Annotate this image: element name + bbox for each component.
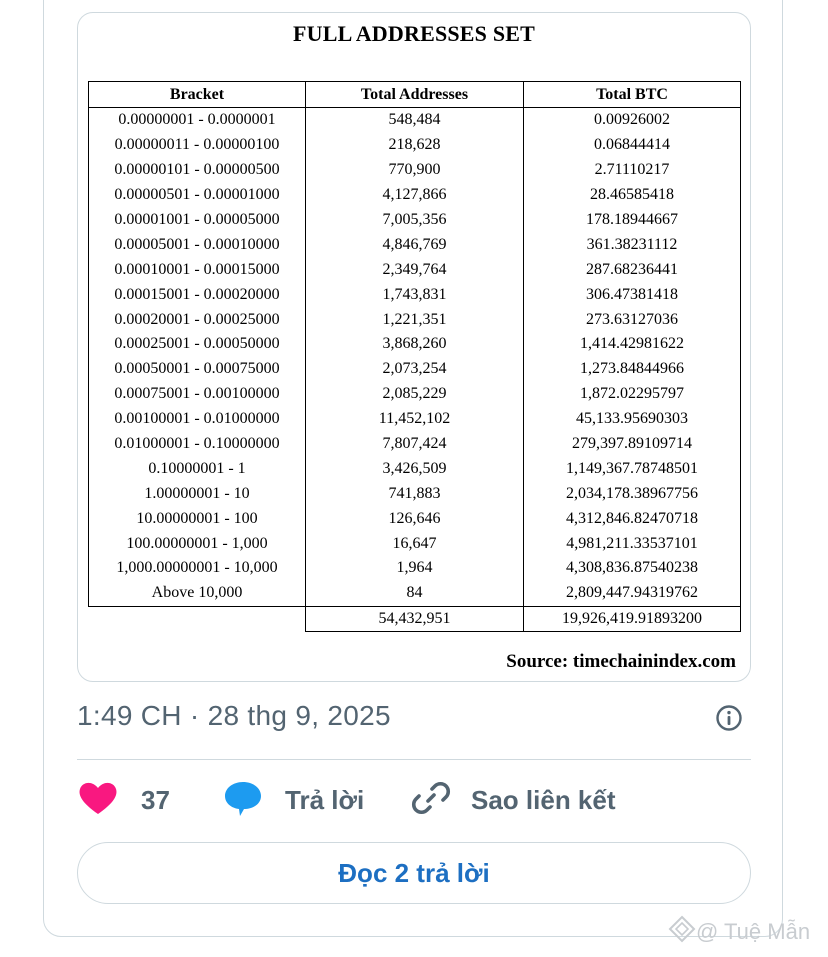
read-replies-button[interactable]: Đọc 2 trả lời	[77, 842, 751, 904]
addresses-cell: 4,846,769	[306, 232, 524, 257]
btc-cell: 273.63127036	[524, 307, 741, 332]
table-row	[89, 208, 741, 233]
bracket-cell: Above 10,000	[89, 581, 306, 606]
diamond-logo-icon	[668, 915, 696, 949]
btc-cell: 1,872.02295797	[524, 382, 741, 407]
addresses-cell: 2,073,254	[306, 357, 524, 382]
bracket-cell: 0.00000001 - 0.0000001	[89, 108, 306, 133]
total-addresses-cell: 54,432,951	[306, 606, 524, 631]
table-row	[89, 407, 741, 432]
copy-link-label: Sao liên kết	[471, 784, 616, 815]
table-total-row	[89, 606, 741, 631]
btc-cell: 287.68236441	[524, 257, 741, 282]
addresses-cell: 3,868,260	[306, 332, 524, 357]
bracket-cell: 0.00001001 - 0.00005000	[89, 208, 306, 233]
bracket-cell: 10.00000001 - 100	[89, 506, 306, 531]
reply-label: Trả lời	[285, 784, 365, 815]
addresses-cell: 2,349,764	[306, 257, 524, 282]
watermark-text: @ Tuệ Mẫn	[696, 919, 811, 944]
table-row	[89, 158, 741, 183]
bracket-cell: 0.10000001 - 1	[89, 456, 306, 481]
addresses-cell: 4,127,866	[306, 183, 524, 208]
total-btc-cell: 19,926,419.91893200	[524, 606, 741, 631]
table-row	[89, 133, 741, 158]
bracket-cell: 1.00000001 - 10	[89, 481, 306, 506]
table-row	[89, 307, 741, 332]
header-total-btc: Total BTC	[524, 82, 741, 108]
bracket-cell: 0.00005001 - 0.00010000	[89, 232, 306, 257]
addresses-cell: 2,085,229	[306, 382, 524, 407]
addresses-cell: 126,646	[306, 506, 524, 531]
table-row	[89, 357, 741, 382]
table-row	[89, 581, 741, 606]
addresses-cell: 16,647	[306, 531, 524, 556]
reply-button[interactable]	[223, 775, 364, 825]
addresses-cell: 741,883	[306, 481, 524, 506]
addresses-cell: 11,452,102	[306, 407, 524, 432]
table-row	[89, 481, 741, 506]
table-title: FULL ADDRESSES SET	[292, 21, 536, 46]
divider	[77, 759, 751, 760]
post-timestamp[interactable]: 1:49 CH · 28 thg 9, 2025	[77, 700, 391, 731]
blank	[89, 606, 306, 631]
post-image-table[interactable]	[77, 12, 751, 682]
action-bar	[77, 775, 751, 825]
table-row	[89, 456, 741, 481]
btc-cell: 28.46585418	[524, 183, 741, 208]
btc-cell: 306.47381418	[524, 282, 741, 307]
btc-cell: 361.38231112	[524, 232, 741, 257]
bracket-cell: 0.00100001 - 0.01000000	[89, 407, 306, 432]
bracket-cell: 1,000.00000001 - 10,000	[89, 556, 306, 581]
btc-cell: 1,273.84844966	[524, 357, 741, 382]
bracket-cell: 0.00010001 - 0.00015000	[89, 257, 306, 282]
addresses-cell: 770,900	[306, 158, 524, 183]
addresses-cell: 1,221,351	[306, 307, 524, 332]
btc-cell: 4,308,836.87540238	[524, 556, 741, 581]
btc-cell: 1,414.42981622	[524, 332, 741, 357]
addresses-cell: 218,628	[306, 133, 524, 158]
btc-cell: 1,149,367.78748501	[524, 456, 741, 481]
heart-icon	[77, 780, 119, 821]
table-row	[89, 108, 741, 133]
btc-cell: 2.71110217	[524, 158, 741, 183]
copy-link-button[interactable]	[411, 775, 616, 825]
addresses-cell: 7,005,356	[306, 208, 524, 233]
addresses-cell: 3,426,509	[306, 456, 524, 481]
like-button[interactable]	[77, 775, 170, 825]
bracket-cell: 0.00015001 - 0.00020000	[89, 282, 306, 307]
bracket-cell: 0.00020001 - 0.00025000	[89, 307, 306, 332]
bracket-cell: 100.00000001 - 1,000	[89, 531, 306, 556]
header-bracket: Bracket	[89, 82, 306, 108]
btc-cell: 2,809,447.94319762	[524, 581, 741, 606]
bracket-cell: 0.00000501 - 0.00001000	[89, 183, 306, 208]
table-row	[89, 257, 741, 282]
btc-cell: 0.00926002	[524, 108, 741, 133]
link-icon	[411, 778, 451, 823]
table-row	[89, 506, 741, 531]
btc-cell: 45,133.95690303	[524, 407, 741, 432]
addresses-cell: 7,807,424	[306, 432, 524, 457]
bracket-cell: 0.01000001 - 0.10000000	[89, 432, 306, 457]
info-icon[interactable]	[715, 704, 743, 732]
addresses-cell: 1,743,831	[306, 282, 524, 307]
addresses-cell: 1,964	[306, 556, 524, 581]
bracket-cell: 0.00050001 - 0.00075000	[89, 357, 306, 382]
table-row	[89, 332, 741, 357]
btc-cell: 4,981,211.33537101	[524, 531, 741, 556]
bracket-cell: 0.00000011 - 0.00000100	[89, 133, 306, 158]
table-row	[89, 282, 741, 307]
header-total-addresses: Total Addresses	[306, 82, 524, 108]
table-row	[89, 382, 741, 407]
btc-cell: 4,312,846.82470718	[524, 506, 741, 531]
table-row	[89, 232, 741, 257]
table-row	[89, 531, 741, 556]
bracket-cell: 0.00075001 - 0.00100000	[89, 382, 306, 407]
table-row	[89, 183, 741, 208]
bracket-cell: 0.00000101 - 0.00000500	[89, 158, 306, 183]
btc-cell: 2,034,178.38967756	[524, 481, 741, 506]
watermark	[668, 915, 810, 949]
btc-cell: 0.06844414	[524, 133, 741, 158]
like-count: 37	[141, 784, 170, 815]
table-row	[89, 432, 741, 457]
addresses-cell: 548,484	[306, 108, 524, 133]
speech-bubble-icon	[223, 778, 263, 823]
bracket-cell: 0.00025001 - 0.00050000	[89, 332, 306, 357]
btc-cell: 279,397.89109714	[524, 432, 741, 457]
table-source: Source: timechainindex.com	[506, 651, 736, 672]
addresses-cell: 84	[306, 581, 524, 606]
addresses-table	[88, 81, 741, 632]
table-row	[89, 556, 741, 581]
btc-cell: 178.18944667	[524, 208, 741, 233]
